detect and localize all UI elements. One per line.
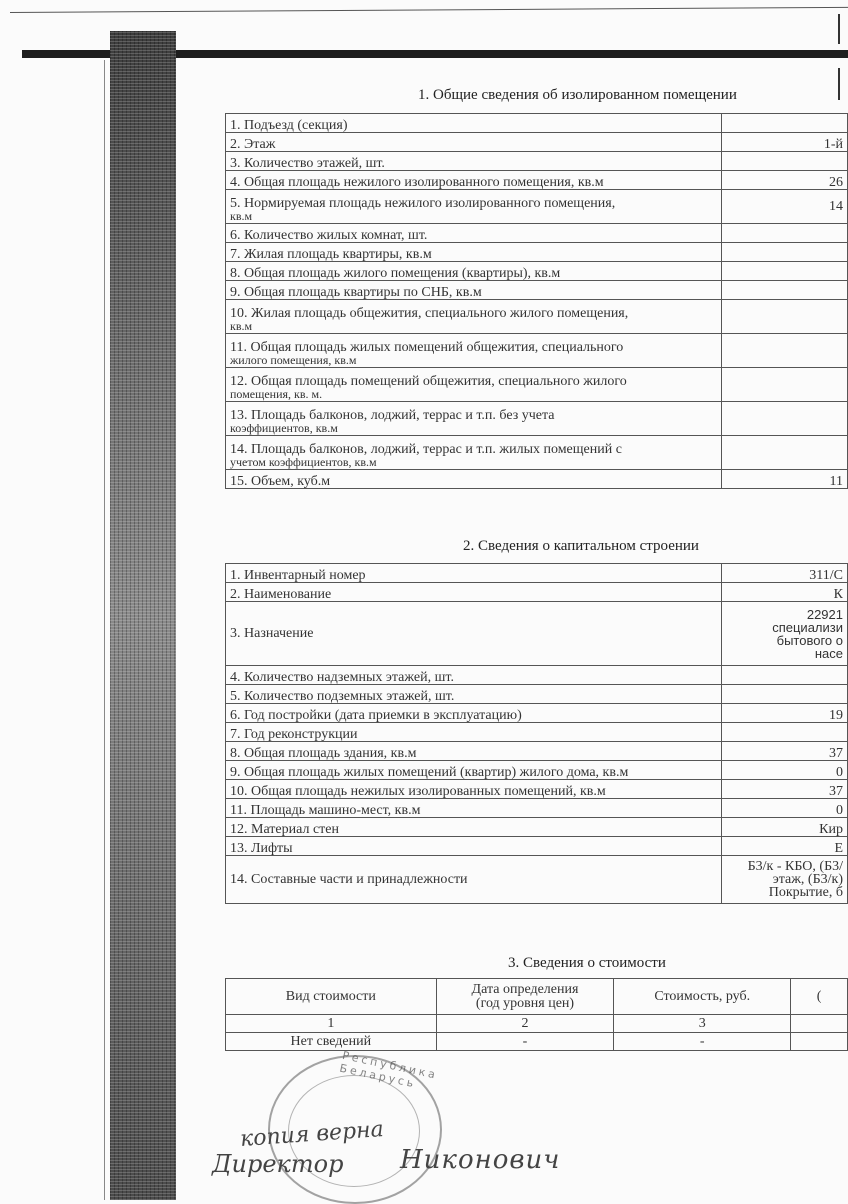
row-label-line: 12. Общая площадь помещений общежития, специального жилого [230,374,627,389]
value-line: 22921 [806,606,843,622]
table-row [226,300,848,334]
table-row [226,1033,848,1051]
table-row [226,723,848,742]
row-label [226,300,722,334]
row-label: 14. Составные части и принадлежности [226,856,722,904]
row-value [722,402,848,436]
row-label: 2. Наименование [226,583,722,602]
row-label [226,402,722,436]
value-line: бытового о [776,632,843,648]
row-value: 1-й [722,133,848,152]
premises-info-table [225,113,848,489]
column-number: 3 [614,1015,791,1033]
row-label: 12. Материал стен [226,818,722,837]
column-header: Вид стоимости [226,979,437,1015]
row-label: 15. Объем, куб.м [226,470,722,489]
row-value-multiline [722,602,848,666]
row-label-line: 5. Нормируемая площадь нежилого изолированного помещения, [230,196,616,211]
table-row [226,262,848,281]
column-header-line: Дата определения [471,981,579,997]
table-row [226,704,848,723]
row-label: 4. Общая площадь нежилого изолированного помещения, кв.м [226,171,722,190]
row-label: 7. Год реконструкции [226,723,722,742]
column-number: 1 [226,1015,437,1033]
table-row [226,818,848,837]
column-number: 2 [436,1015,614,1033]
row-label [226,436,722,470]
section-title-building: 2. Сведения о капитальном строении [463,538,699,554]
row-label-line: 11. Общая площадь жилых помещений общежития, специального [230,340,624,355]
row-value [722,224,848,243]
table-row [226,780,848,799]
row-value [722,281,848,300]
cost-value: - [614,1033,791,1051]
handwritten-signature: Никонович [400,1145,561,1175]
table-header-row [226,979,848,1015]
table-row [226,470,848,489]
row-label-line: коэффициентов, кв.м [230,421,338,435]
row-label: 7. Жилая площадь квартиры, кв.м [226,243,722,262]
table-row [226,334,848,368]
row-value: 26 [722,171,848,190]
row-value: 0 [722,799,848,818]
cost-extra [791,1033,848,1051]
table-row [226,602,848,666]
building-info-table [225,563,848,904]
row-label: 9. Общая площадь квартиры по СНБ, кв.м [226,281,722,300]
value-line: Б3/к - КБО, (Б3/ [747,859,843,874]
row-value: 311/С [722,564,848,583]
row-value: 14 [722,190,848,224]
row-label: 6. Количество жилых комнат, шт. [226,224,722,243]
row-label: 5. Количество подземных этажей, шт. [226,685,722,704]
table-row [226,243,848,262]
value-line: Покрытие, б [768,885,843,900]
column-header: ( [791,979,848,1015]
row-value-multiline [722,856,848,904]
row-value [722,666,848,685]
row-label: 2. Этаж [226,133,722,152]
column-header: Стоимость, руб. [614,979,791,1015]
row-label-line: помещения, кв. м. [230,387,323,401]
scan-left-edge-line [104,60,105,1200]
row-value: Кир [722,818,848,837]
row-value: К [722,583,848,602]
table-row [226,685,848,704]
row-label: 1. Инвентарный номер [226,564,722,583]
row-value [722,436,848,470]
table-row [226,152,848,171]
row-label [226,334,722,368]
row-label: 8. Общая площадь здания, кв.м [226,742,722,761]
table-row [226,436,848,470]
column-header [436,979,614,1015]
row-label: 8. Общая площадь жилого помещения (квартиры), кв.м [226,262,722,281]
table-row [226,837,848,856]
row-value [722,243,848,262]
cost-info-table [225,978,848,1051]
column-number [791,1015,848,1033]
row-value [722,300,848,334]
row-value [722,685,848,704]
table-row [226,133,848,152]
row-value [722,262,848,281]
row-label-line: кв.м [230,319,253,333]
row-label-line: 10. Жилая площадь общежития, специального жилого помещения, [230,306,629,321]
section-title-premises: 1. Общие сведения об изолированном помещении [418,87,737,103]
row-label [226,190,722,224]
row-value [722,114,848,133]
row-value: 37 [722,780,848,799]
stamp-ring-text: Республика Беларусь [338,1048,440,1091]
scan-right-edge-mark [838,14,840,44]
row-label-line: 13. Площадь балконов, лоджий, террас и т.п. без учета [230,408,555,423]
table-row [226,583,848,602]
handwritten-title: Директор [212,1150,344,1178]
column-number-row [226,1015,848,1033]
row-label: 10. Общая площадь нежилых изолированных помещений, кв.м [226,780,722,799]
cost-type: Нет сведений [226,1033,437,1051]
row-label-line: кв.м [230,209,253,223]
scan-right-edge-mark [838,68,840,100]
table-row [226,224,848,243]
value-line: специализи [772,619,843,635]
row-value: Е [722,837,848,856]
row-label: 4. Количество надземных этажей, шт. [226,666,722,685]
value-line: этаж, (Б3/к) [772,872,843,887]
handwritten-certification: копия верна [239,1117,385,1152]
scan-top-edge-line [10,7,848,13]
row-value [722,152,848,171]
table-row [226,171,848,190]
table-row [226,856,848,904]
table-row [226,114,848,133]
row-label: 13. Лифты [226,837,722,856]
row-value: 37 [722,742,848,761]
row-value: 19 [722,704,848,723]
value-line: насе [814,645,843,661]
row-value [722,334,848,368]
row-value: 11 [722,470,848,489]
table-row [226,761,848,780]
row-label: 11. Площадь машино-мест, кв.м [226,799,722,818]
row-value: 0 [722,761,848,780]
table-row [226,799,848,818]
table-row [226,564,848,583]
row-value [722,723,848,742]
row-label [226,368,722,402]
table-row [226,666,848,685]
row-label-line: жилого помещения, кв.м [230,353,357,367]
row-label-line: 14. Площадь балконов, лоджий, террас и т.п. жилых помещений с [230,442,622,457]
table-row [226,368,848,402]
cost-date: - [436,1033,614,1051]
row-label: 3. Количество этажей, шт. [226,152,722,171]
row-label-line: учетом коэффициентов, кв.м [230,455,377,469]
section-title-cost: 3. Сведения о стоимости [508,955,666,971]
row-label: 1. Подъезд (секция) [226,114,722,133]
row-label: 3. Назначение [226,602,722,666]
binding-strip [110,31,176,1200]
table-row [226,190,848,224]
column-header-line: (год уровня цен) [475,995,575,1011]
table-row [226,402,848,436]
row-label: 9. Общая площадь жилых помещений (квартир) жилого дома, кв.м [226,761,722,780]
table-row [226,742,848,761]
row-label: 6. Год постройки (дата приемки в эксплуатацию) [226,704,722,723]
table-row [226,281,848,300]
row-value [722,368,848,402]
